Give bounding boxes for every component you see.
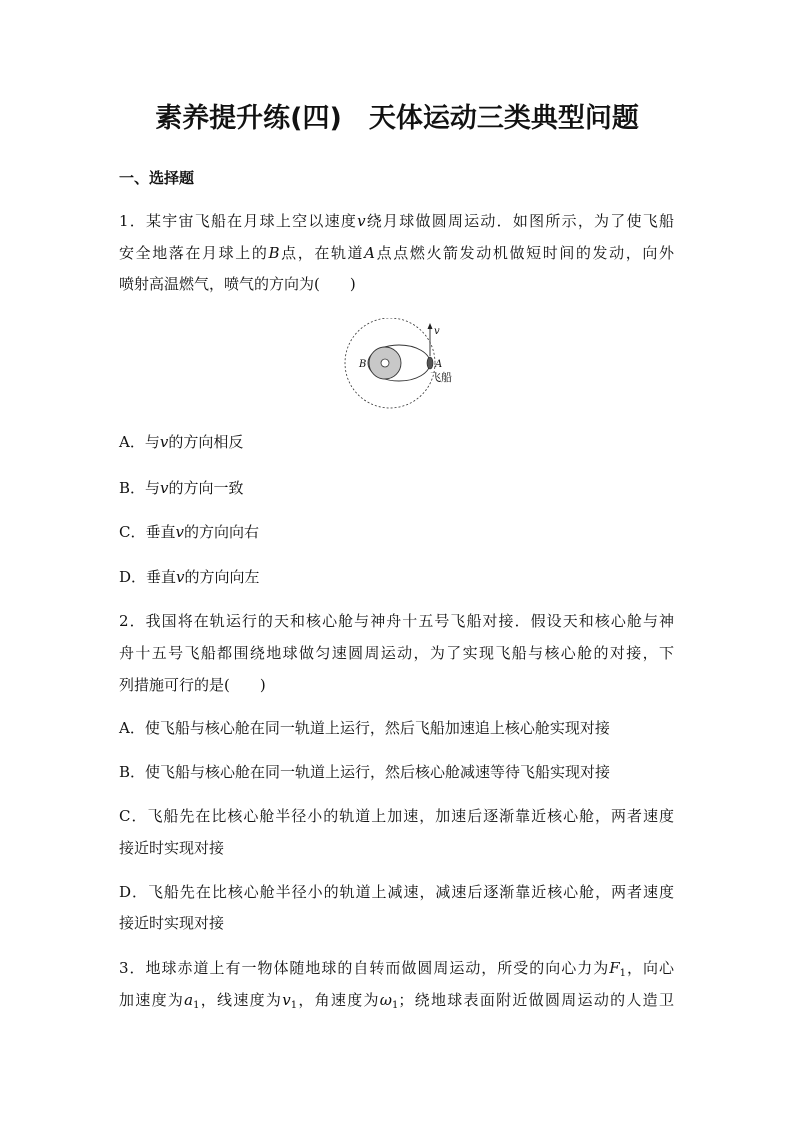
q1-line-1: 1．某宇宙飞船在月球上空以速度v绕月球做圆周运动．如图所示，为了使飞船 <box>119 212 674 230</box>
label-B: B <box>359 359 367 370</box>
q1-line-2: 安全地落在月球上的B点，在轨道A点点燃火箭发动机做短时间的发动，向外 <box>119 244 674 262</box>
orbit-diagram <box>340 318 470 418</box>
q2-option-d-line-2: 接近时实现对接 <box>119 914 225 932</box>
q2-line-2: 舟十五号飞船都围绕地球做匀速圆周运动，为了实现飞船与核心舱的对接，下 <box>119 644 674 662</box>
q2-option-c-line-1: C．飞船先在比核心舱半径小的轨道上加速，加速后逐渐靠近核心舱，两者速度 <box>119 807 674 825</box>
q3-line-1: 3．地球赤道上有一物体随地球的自转而做圆周运动，所受的向心力为$F_1$，向心 <box>119 959 674 979</box>
velocity-arrowhead <box>428 323 433 329</box>
q2-line-1: 2．我国将在轨运行的天和核心舱与神舟十五号飞船对接．假设天和核心舱与神 <box>119 612 674 630</box>
q1-line-3: 喷射高温燃气，喷气的方向为( ) <box>119 275 356 293</box>
moon-center <box>381 359 389 367</box>
q3-line-2: 加速度为$a_1$，线速度为$v_1$，角速度为$\omega_1$；绕地球表面附近做圆周运动的人造卫 <box>119 991 674 1011</box>
q2-option-b: B．使飞船与核心舱在同一轨道上运行，然后核心舱减速等待飞船实现对接 <box>119 763 611 781</box>
q1-option-a: A．与v的方向相反 <box>119 433 244 451</box>
section-heading: 一、选择题 <box>119 169 195 187</box>
q1-option-b: B．与v的方向一致 <box>119 479 244 497</box>
q2-line-3: 列措施可行的是( ) <box>119 676 266 694</box>
q2-option-d-line-1: D．飞船先在比核心舱半径小的轨道上减速，减速后逐渐靠近核心舱，两者速度 <box>119 883 674 901</box>
q2-option-a: A．使飞船与核心舱在同一轨道上运行，然后飞船加速追上核心舱实现对接 <box>119 719 610 737</box>
label-A: A <box>435 359 443 370</box>
q2-option-c-line-2: 接近时实现对接 <box>119 839 225 857</box>
label-v: v <box>434 326 440 337</box>
label-ship: 飞船 <box>430 371 452 384</box>
spacecraft <box>427 357 433 369</box>
q1-option-c: C．垂直v的方向向右 <box>119 523 259 541</box>
page-title: 素养提升练(四) 天体运动三类典型问题 <box>155 103 639 134</box>
q1-option-d: D．垂直v的方向向左 <box>119 568 260 586</box>
